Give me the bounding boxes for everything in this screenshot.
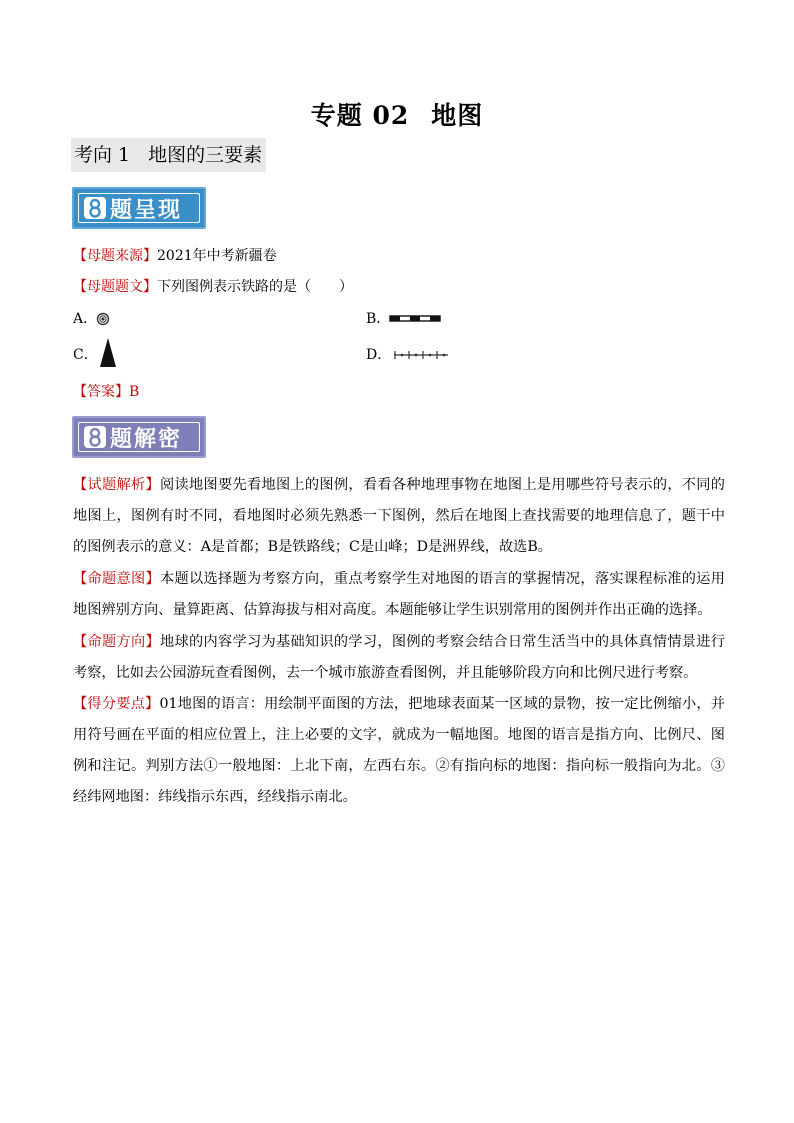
analysis-banner bbox=[72, 416, 206, 458]
source-line: 【母题来源】2021年中考新疆卷 bbox=[73, 248, 277, 264]
option-a[interactable]: A． bbox=[73, 309, 97, 329]
option-c[interactable]: C． bbox=[73, 345, 98, 365]
capital-symbol-icon bbox=[96, 312, 110, 326]
8-badge-icon bbox=[84, 197, 106, 219]
section-heading bbox=[71, 138, 266, 172]
section-name: 地图的三要素 bbox=[148, 144, 263, 166]
title-number: 02 bbox=[372, 101, 410, 130]
banner-title: 题解密 bbox=[110, 426, 183, 452]
8-badge-icon bbox=[84, 426, 106, 448]
banner-title: 题呈现 bbox=[110, 197, 183, 223]
option-d[interactable]: D． bbox=[366, 345, 391, 365]
continent-boundary-symbol-icon bbox=[393, 350, 449, 360]
mountain-peak-symbol-icon bbox=[98, 337, 118, 369]
page-title bbox=[0, 96, 794, 132]
railway-symbol-icon bbox=[389, 314, 441, 324]
answer-value: B bbox=[129, 384, 140, 400]
analysis-paragraph: 【试题解析】阅读地图要先看地图上的图例，看看各种地理事物在地图上是用哪些符号表示的，不同的地图上，图例有时不同，看地图时必须先熟悉一下图例，然后在地图上查找需要的地理信息了，题干中的图例表示的意义：A是首都；B是铁路线；C是山峰；D是洲界线，故选B。 bbox=[73, 477, 725, 555]
question-line: 【母题题文】下列图例表示铁路的是（ ） bbox=[73, 279, 353, 295]
title-topic: 地图 bbox=[431, 101, 484, 130]
section-number: 考向 1 bbox=[74, 144, 131, 166]
option-b[interactable]: B． bbox=[366, 309, 390, 329]
answer-line: 【答案】B bbox=[73, 384, 140, 400]
question-banner bbox=[72, 187, 206, 229]
direction-paragraph: 【命题方向】地球的内容学习为基础知识的学习，图例的考察会结合日常生活当中的具体真情情景进行考察，比如去公园游玩查看图例，去一个城市旅游查看图例，并且能够阶段方向和比例尺进行考察。 bbox=[73, 634, 725, 681]
title-text: 专题 bbox=[310, 101, 363, 130]
points-paragraph: 【得分要点】01地图的语言：用绘制平面图的方法，把地球表面某一区域的景物，按一定比例缩小，并用符号画在平面的相应位置上，注上必要的文字，就成为一幅地图。地图的语言是指方向、比例尺、图例和注记。判别方法①一般地图：上北下南，左西右东。②有指向标的地图：指向标一般指向为北。③经纬网地图：纬线指示东西，经线指示南北。 bbox=[73, 696, 725, 805]
intent-paragraph: 【命题意图】本题以选择题为考察方向，重点考察学生对地图的语言的掌握情况，落实课程标准的运用地图辨别方向、量算距离、估算海拔与相对高度。本题能够让学生识别常用的图例并作出正确的选择。 bbox=[73, 571, 725, 618]
